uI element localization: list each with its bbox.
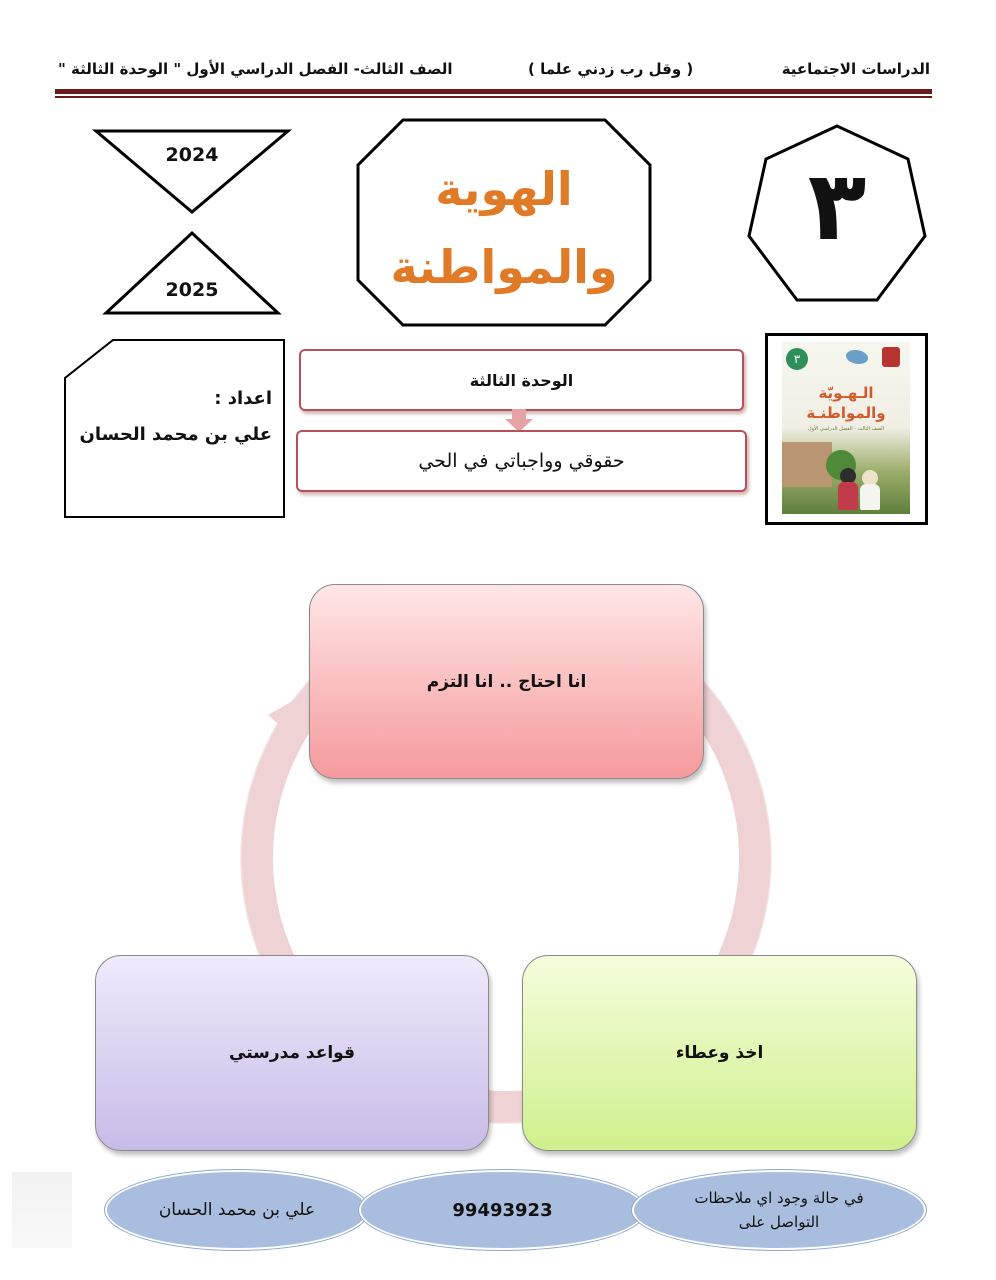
lesson-title: حقوقي وواجباتي في الحي — [418, 450, 625, 472]
watermark-logo — [12, 1172, 72, 1248]
cycle-left-label: قواعد مدرستي — [229, 1043, 355, 1063]
author-oval — [105, 1170, 369, 1250]
year-bottom: 2025 — [165, 279, 219, 301]
cycle-box-left — [95, 955, 489, 1151]
title-line1: الهوية — [435, 162, 573, 216]
book-badge-icon: ٣ — [786, 348, 808, 370]
title-line2: والمواطنة — [390, 240, 618, 294]
footer-contact-note: في حالة وجود اي ملاحظات التواصل على — [694, 1189, 864, 1231]
footer-author: علي بن محمد الحسان — [158, 1200, 316, 1220]
book-title-line1: الـهـويّة — [818, 384, 874, 402]
book-subtitle: الصف الثالث - الفصل الدراسي الأول — [807, 426, 885, 432]
phone-oval — [359, 1170, 646, 1250]
cycle-box-top — [309, 584, 704, 779]
cycle-top-label: انا احتاج .. انا التزم — [426, 671, 587, 692]
header-prayer: ( وقل رب زدني علما ) — [528, 60, 694, 78]
header-subject: الدراسات الاجتماعية — [781, 60, 930, 78]
header-grade-info: الصف الثالث- الفصل الدراسي الأول " الوحدة الثالثة " — [58, 60, 453, 78]
footer-phone: 99493923 — [452, 1199, 553, 1221]
unit-label: الوحدة الثالثة — [469, 370, 574, 390]
book-title-line2: والمواطنـة — [806, 404, 886, 422]
prepared-by-name: علي بن محمد الحسان — [79, 424, 272, 445]
year-top: 2024 — [165, 144, 219, 166]
contact-note-oval — [632, 1170, 926, 1250]
prepared-by-label: اعداد : — [214, 388, 272, 409]
cycle-box-right — [522, 955, 917, 1151]
unit-number: ٣ — [807, 150, 867, 262]
cycle-right-label: اخذ وعطاء — [675, 1043, 764, 1063]
